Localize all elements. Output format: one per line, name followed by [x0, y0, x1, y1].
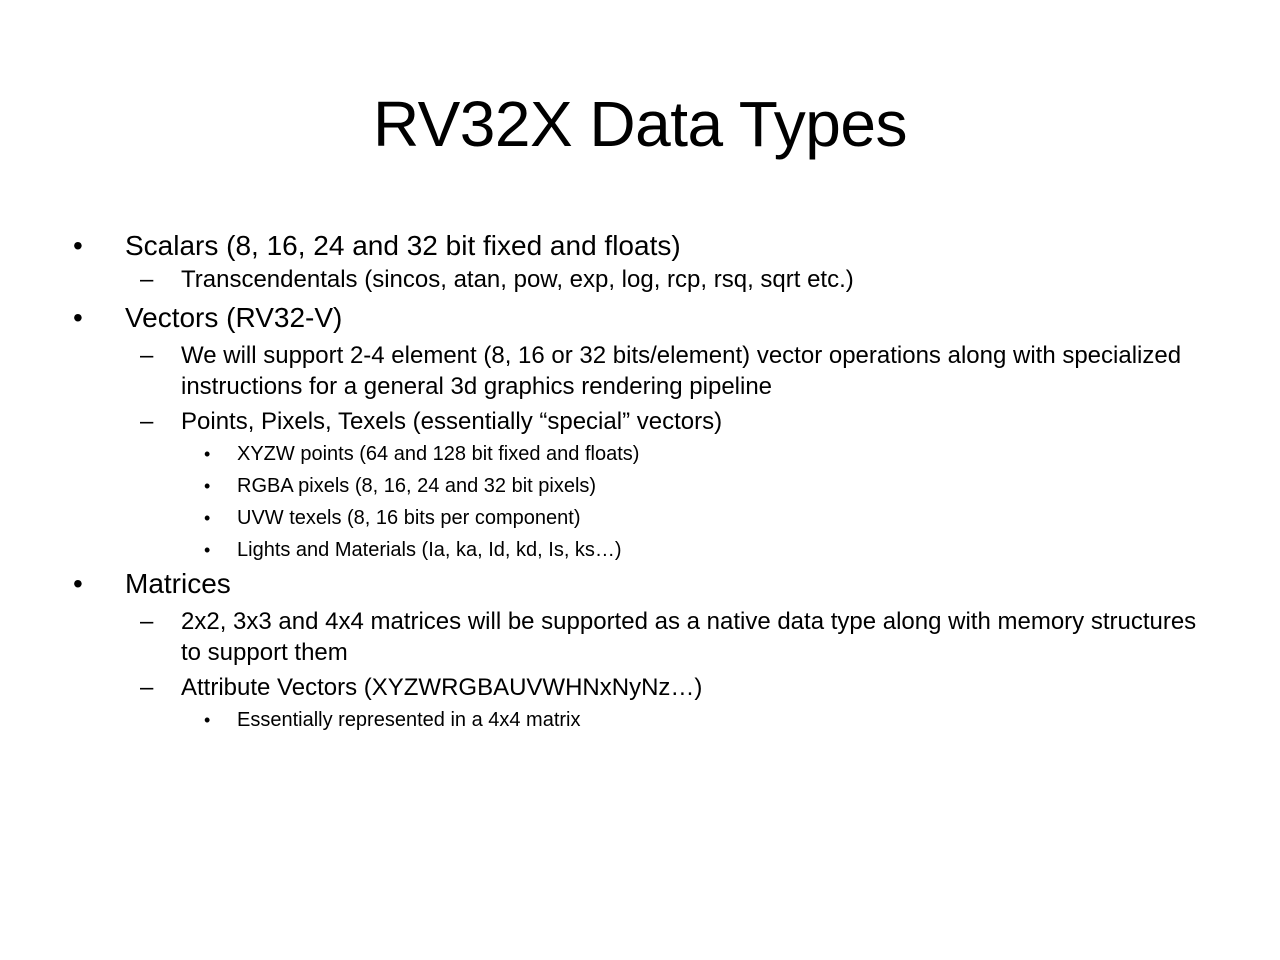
bullet-text: Vectors (RV32-V): [125, 302, 343, 333]
sub-bullet-attribute-vectors: [0, 672, 1280, 704]
dash-marker: –: [140, 342, 154, 369]
sub-sub-bullet-text: Essentially represented in a 4x4 matrix: [237, 709, 581, 731]
bullet-matrices: [0, 566, 1280, 602]
sub-sub-bullet-text: XYZW points (64 and 128 bit fixed and floats): [237, 443, 640, 465]
bullet-vectors: [0, 300, 1280, 336]
dash-marker: –: [140, 408, 154, 435]
sub-bullet-transcendentals: [0, 264, 1280, 296]
sub-sub-bullet-text: Lights and Materials (Ia, ka, Id, kd, Is, ks…): [237, 539, 622, 561]
sub-bullet-text: Points, Pixels, Texels (essentially “special” vectors): [181, 408, 723, 435]
sub-bullet-vector-operations: [0, 340, 1280, 402]
bullet-text: Matrices: [125, 568, 231, 599]
bullet-marker: •: [204, 444, 211, 464]
sub-bullet-text: Transcendentals (sincos, atan, pow, exp, log, rcp, rsq, sqrt etc.): [181, 266, 854, 293]
sub-bullet-matrices-native: [0, 606, 1280, 668]
bullet-marker: •: [204, 476, 211, 496]
bullet-text: Scalars (8, 16, 24 and 32 bit fixed and floats): [125, 230, 681, 261]
bullet-marker: •: [73, 568, 83, 599]
slide-body: [0, 228, 1280, 736]
sub-sub-bullet-rgba: [0, 470, 1280, 502]
bullet-scalars: [0, 228, 1280, 264]
sub-sub-bullet-text: RGBA pixels (8, 16, 24 and 32 bit pixels): [237, 475, 597, 497]
sub-bullet-text: 2x2, 3x3 and 4x4 matrices will be supported as a native data type along with memory structures to support them: [181, 608, 1197, 666]
sub-sub-bullet-xyzw: [0, 438, 1280, 470]
sub-sub-bullet-lights: [0, 534, 1280, 566]
dash-marker: –: [140, 266, 154, 293]
bullet-marker: •: [73, 230, 83, 261]
bullet-marker: •: [204, 508, 211, 528]
dash-marker: –: [140, 674, 154, 701]
sub-sub-bullet-4x4: [0, 704, 1280, 736]
dash-marker: –: [140, 608, 154, 635]
sub-sub-bullet-text: UVW texels (8, 16 bits per component): [237, 507, 581, 529]
sub-sub-bullet-uvw: [0, 502, 1280, 534]
bullet-marker: •: [73, 302, 83, 333]
sub-bullet-text: Attribute Vectors (XYZWRGBAUVWHNxNyNz…): [181, 674, 703, 701]
bullet-marker: •: [204, 540, 211, 560]
bullet-marker: •: [204, 710, 211, 730]
sub-bullet-text: We will support 2-4 element (8, 16 or 32 bits/element) vector operations along with specialized instructions for a general 3d graphics rendering pipeline: [181, 342, 1182, 400]
slide-title: RV32X Data Types: [373, 88, 907, 160]
sub-bullet-points-pixels-texels: [0, 406, 1280, 438]
